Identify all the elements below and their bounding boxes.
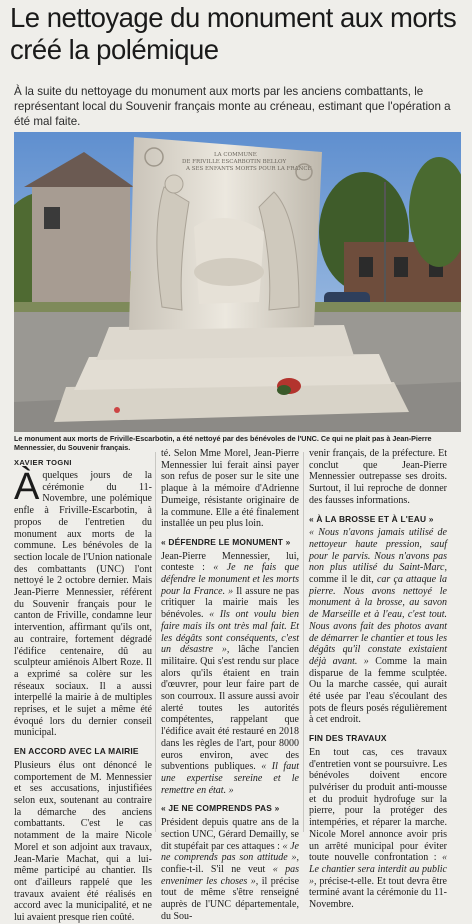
text-run: En tout cas, ces travaux d'entretien vont se poursuivre. Les bénévoles doivent encore pulvériser du produit anti-mousse et du produit hydrofuge sur la pierre, pour la protéger des intempéries, et réparer la marche. Nicole Morel annonce avoir pris un arrêté municipal pour éviter toute nouvelle confrontation : (309, 746, 447, 864)
text-run: Comme la main disparue de la femme sculptée. Ou la marche cassée, qui aurait été usée par l'eau s'écoulant des pots de fleurs posés régulièrement à cet endroit. (309, 655, 447, 726)
column-rule (303, 452, 304, 832)
text-run: comme il le dit, (309, 574, 377, 586)
byline: XAVIER TOGNI (14, 458, 72, 467)
paragraph: té. Selon Mme Morel, Jean-Pierre Mennessier lui ferait ainsi payer son refus de poser sur le site une plaque à la mémoire d'Adrienne Dumeige, résistante originaire de la commune. Elle a été finalement installée un peu plus loin. (161, 448, 299, 530)
text-run: Jean-Pierre Mennessier, lui, conteste : (161, 550, 299, 574)
subheading: « DÉFENDRE LE MONUMENT » (161, 536, 291, 547)
article-column-3 (309, 448, 447, 911)
paragraph (309, 747, 447, 911)
quote: « pas envenimer les choses », (161, 863, 299, 887)
paragraph: quelques jours de la cérémonie du 11-Novembre, une polémique enfle à Friville-Escarbotin, à propos de l'entretien du monument aux morts de la commune. Les bénévoles de la section locale de l'Union nationale des combattants (UNC) l'ont nettoyé le 2 octobre dernier. Mais Jean-Pierre Mennessier, référent du Souvenir français pour le canton de Friville, condamne leur intervention, affirmant qu'ils ont, au contraire, fortement dégradé l'édifice centenaire, dû au sculpteur amiénois Albert Roze. Il a exprimé sa colère sur les réseaux sociaux. Il a aussi interpellé la mairie à de multiples reprises, et le sujet a même été évoqué lors du dernier conseil municipal. (14, 470, 152, 739)
quote: « Il faut une expertise sereine et le remettre en état. » (161, 761, 299, 796)
text-run: confie-t-il. S'il ne veut (161, 863, 273, 875)
text-run: précise-t-elle. Et tout devra être terminé avant la cérémonie du 11-Novembre. (309, 875, 447, 911)
text-run: lâche l'ancien militaire. Qui s'est rendu sur place alors qu'ils étaient en train d'œuvrer, pour leur faire part de son courroux. Il assure aussi avoir alerté toutes les autorités compétentes, rappelant que l'édifice avait été restauré en 2018 dans les règles de l'art, pour 8000 euros environ, avec des subventions publiques. (161, 644, 299, 773)
paragraph: Plusieurs élus ont dénoncé le comportement de M. Mennessier et ses accusations, injustifiées selon eux, soutenant au contraire la démarche des anciens combattants. C'est le cas notamment de la maire Nicole Morel et son adjoint aux travaux, Jean-Marie Machat, qui a lui-même participé au chantier. Ils ont d'ailleurs rappelé que les travaux avaient été réalisés en accord avec la municipalité, et ne lui avaient presque rien coûté. (14, 759, 152, 924)
text-run: il précise tout de même s'être renseigné auprès de l'UNC départementale, du Sou- (161, 875, 300, 922)
article-column-2 (161, 448, 299, 922)
quote: « Le chantier sera interdit au public », (309, 852, 447, 887)
subheading: FIN DES TRAVAUX (309, 733, 387, 744)
text-run: Il assure ne pas critiquer la mairie mais les bénévoles. (161, 585, 300, 621)
quote: « Je ne comprends pas son attitude », (161, 840, 299, 864)
subheading: « JE NE COMPRENDS PAS » (161, 803, 280, 814)
drop-cap: À (14, 466, 40, 508)
standfirst: À la suite du nettoyage du monument aux morts par les anciens combattants, le représentant local du Souvenir français monte au créneau, estimant que l'opération a été mal faite. (14, 85, 451, 128)
quote: « Ils ont voulu bien faire mais ils ont très mal fait. Et les dégâts sont conséquents, c'est un désastre », (161, 609, 299, 656)
quote: « Je ne fais que défendre le monument et les morts pour la France. » (161, 562, 299, 597)
subheading: « À LA BROSSE ET À L'EAU » (309, 513, 434, 524)
quote: car ça attaque la pierre. Nous avons nettoyé le monument à la brosse, au savon de Marseille et à l'eau, c'est tout. Nous avons fait des photos avant de démarrer le chantier et tous les dégâts qu'il constate existaient déjà avant. » (309, 574, 448, 667)
article-column-1 (14, 466, 152, 924)
headline: Le nettoyage du monument aux morts créé la polémique (10, 2, 457, 65)
paragraph: venir français, de la préfecture. Et conclut que Jean-Pierre Mennessier outrepasse ses droits. Surtout, il lui reproche de donner des fausses informations. (309, 448, 447, 506)
paragraph (161, 551, 299, 797)
subheading: EN ACCORD AVEC LA MAIRIE (14, 746, 139, 757)
monument-inscription: LA COMMUNE DE FRIVILLE ESCARBOTIN BELLOY A SES ENFANTS MORTS POUR LA FRANCE (182, 152, 312, 172)
text-run: Président depuis quatre ans de la section UNC, Gérard Demailly, se dit stupéfait par ces attaques : (161, 817, 299, 852)
photo-caption: Le monument aux morts de Friville-Escarbotin, a été nettoyé par des bénévoles de l'UNC. Ce qui ne plait pas à Jean-Pierre Mennessier, du Souvenir français. (14, 434, 432, 452)
column-rule (155, 452, 156, 832)
monument-photo-illustration (14, 132, 461, 432)
paragraph (309, 527, 447, 726)
quote: « Nous n'avons jamais utilisé de nettoyeur haute pression, sauf pour le parvis. Nous n'avons pas non plus utilisé du Saint-Marc, (309, 527, 447, 574)
paragraph (161, 817, 299, 922)
monument-photo (14, 132, 461, 432)
